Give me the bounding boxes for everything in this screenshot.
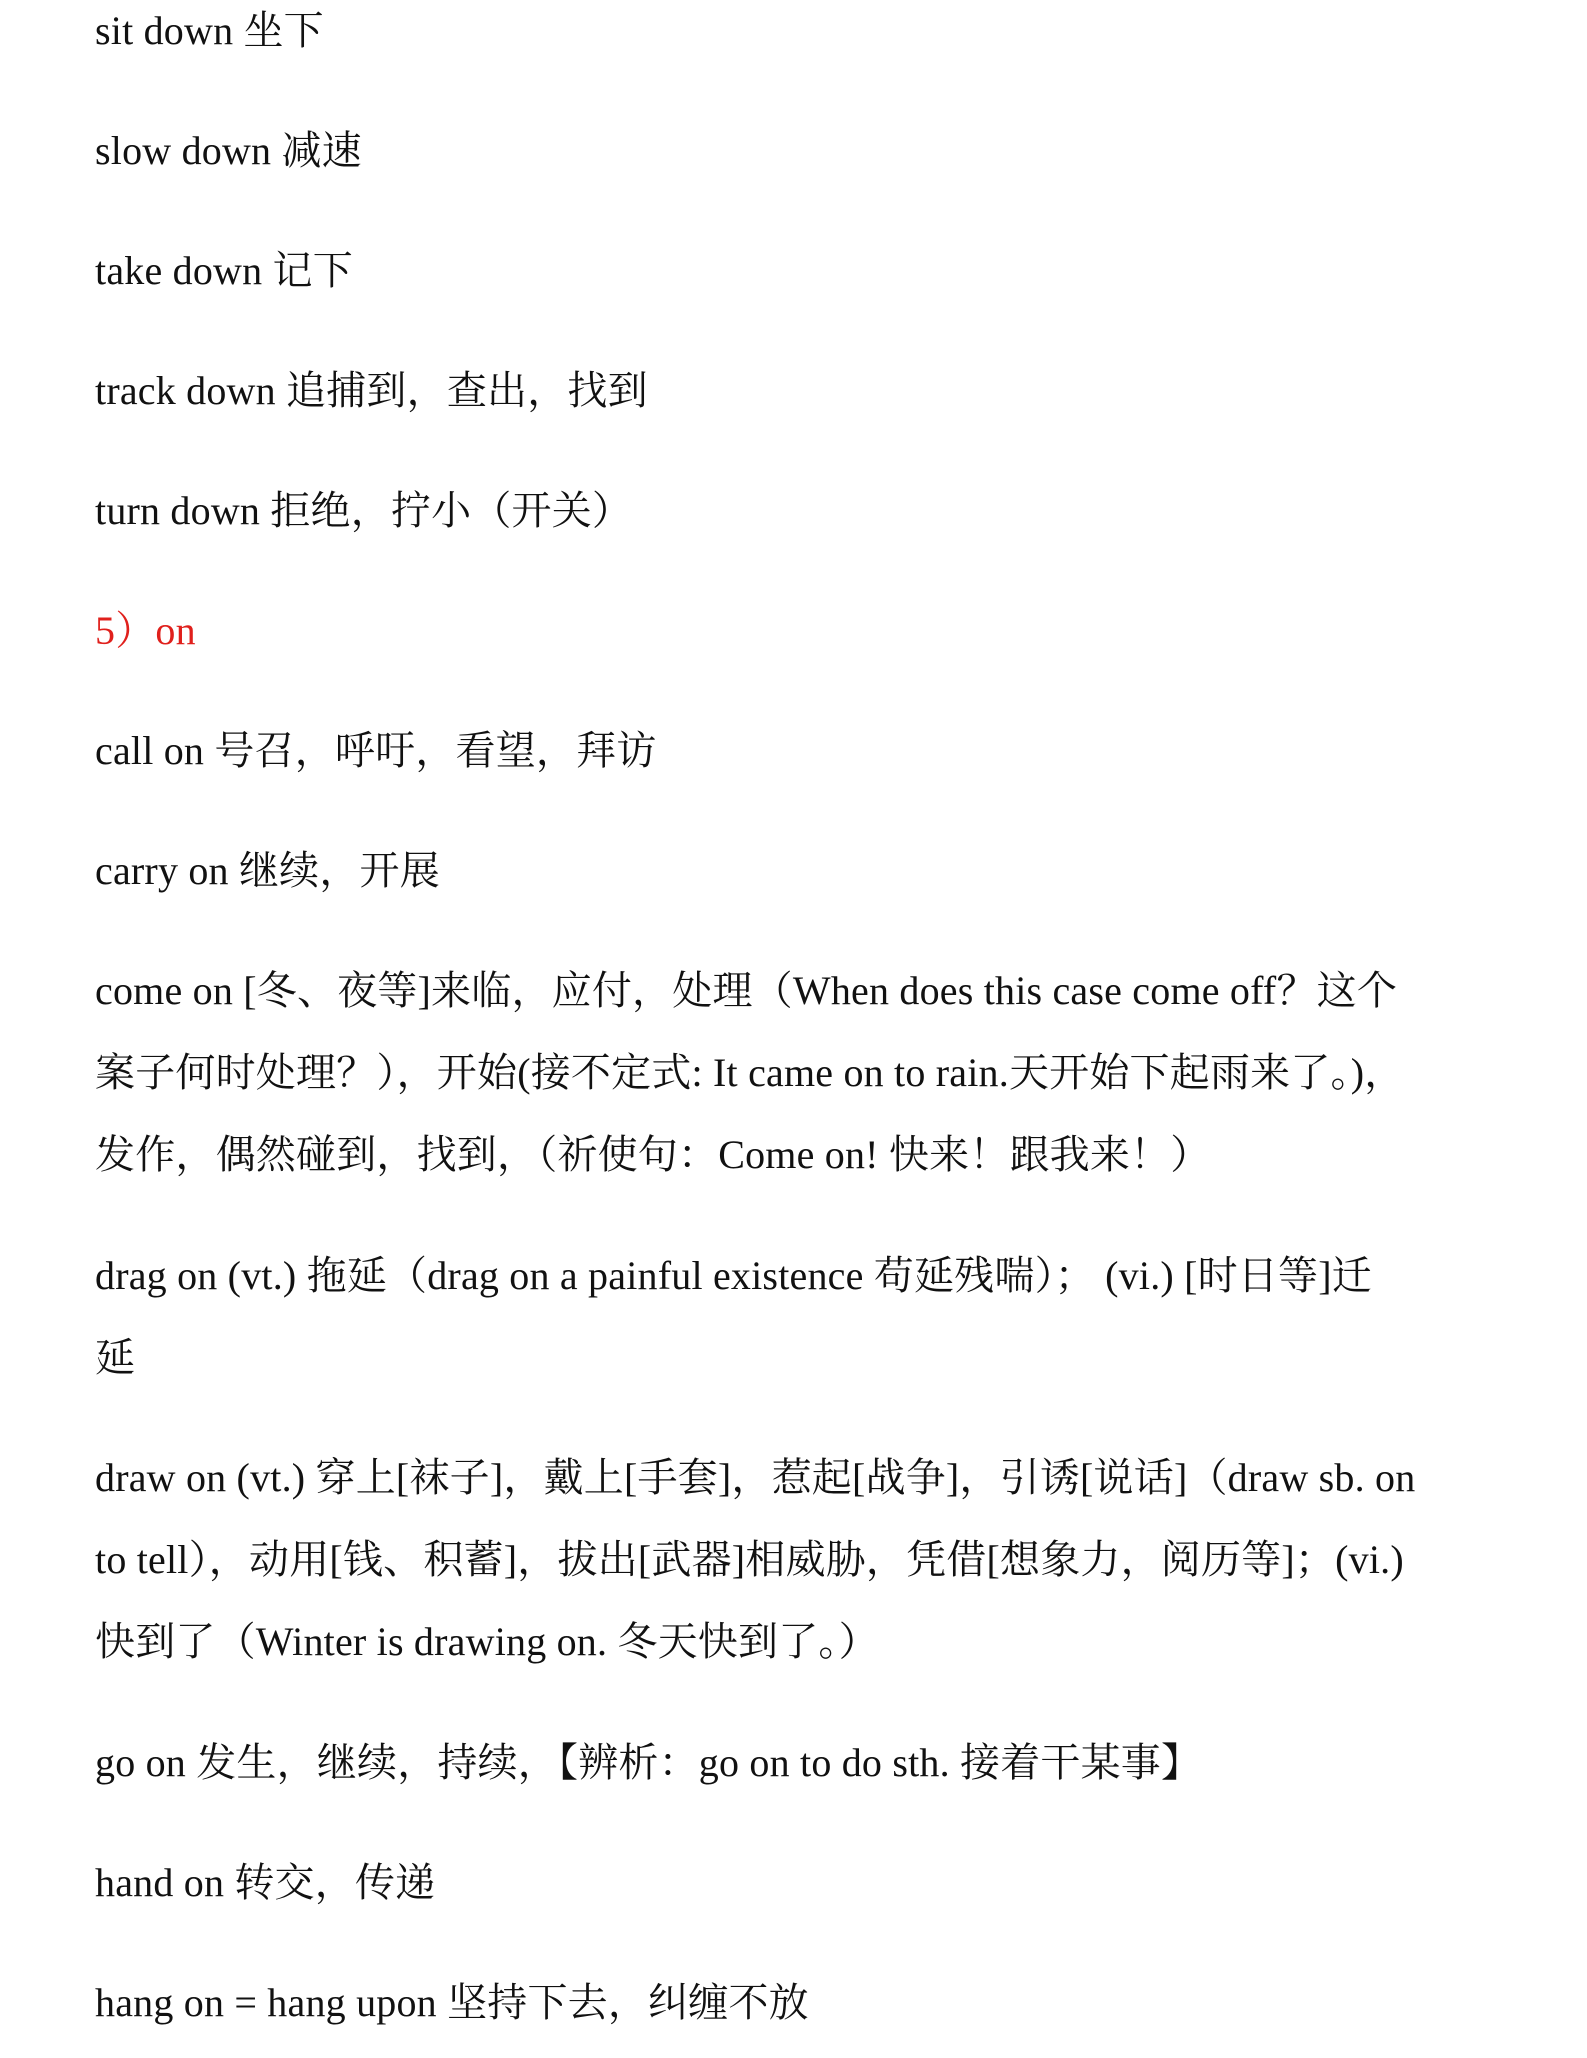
entry-slow-down <box>95 110 1495 192</box>
entry-line: 案子何时处理？），开始(接不定式: It came on to rain.天开始下起雨来了。)， <box>95 1050 1405 1095</box>
entry-text: call on 号召，呼吁，看望，拜访 <box>95 728 657 773</box>
entry-line: 发作，偶然碰到，找到，（祈使句：Come on! 快来！跟我来！） <box>95 1132 1211 1177</box>
entry-text: sit down 坐下 <box>95 8 324 53</box>
entry-text: track down 追捕到，查出，找到 <box>95 368 648 413</box>
entry-line: come on [冬、夜等]来临，应付，处理（When does this case come off？这个 <box>95 968 1398 1013</box>
section-heading-text: 5）on <box>95 608 196 653</box>
entry-line: to tell），动用[钱、积蓄]，拔出[武器]相威胁，凭借[想象力，阅历等]；(vi.) <box>95 1537 1404 1582</box>
entry-text: take down 记下 <box>95 248 353 293</box>
entry-text: carry on 继续，开展 <box>95 848 440 893</box>
section-heading-on <box>95 590 1495 672</box>
entry-hang-on <box>95 1962 1495 2044</box>
entry-line: drag on (vt.) 拖延（drag on a painful existence 苟延残喘）； (vi.) [时日等]迁 <box>95 1253 1372 1298</box>
entry-call-on <box>95 710 1495 792</box>
entry-carry-on <box>95 830 1495 912</box>
entry-draw-on <box>95 1437 1495 1683</box>
entry-text: slow down 减速 <box>95 128 362 173</box>
entry-go-on <box>95 1722 1495 1804</box>
entry-hand-on <box>95 1842 1495 1924</box>
entry-line: draw on (vt.) 穿上[袜子]，戴上[手套]，惹起[战争]，引诱[说话]（draw sb. on <box>95 1455 1416 1500</box>
entry-line: 延 <box>95 1335 136 1380</box>
entry-come-on <box>95 950 1495 1196</box>
entry-text: turn down 拒绝，拧小（开关） <box>95 488 633 533</box>
entry-text: hang on = hang upon 坚持下去，纠缠不放 <box>95 1980 809 2025</box>
entry-line: 快到了（Winter is drawing on. 冬天快到了。） <box>95 1619 879 1664</box>
entry-drag-on <box>95 1235 1495 1399</box>
entry-sit-down <box>95 0 1495 72</box>
entry-track-down <box>95 350 1495 432</box>
entry-turn-down <box>95 470 1495 552</box>
entry-text: go on 发生，继续，持续，【辨析：go on to do sth. 接着干某事】 <box>95 1740 1202 1785</box>
entry-text: hand on 转交，传递 <box>95 1860 436 1905</box>
entry-take-down <box>95 230 1495 312</box>
